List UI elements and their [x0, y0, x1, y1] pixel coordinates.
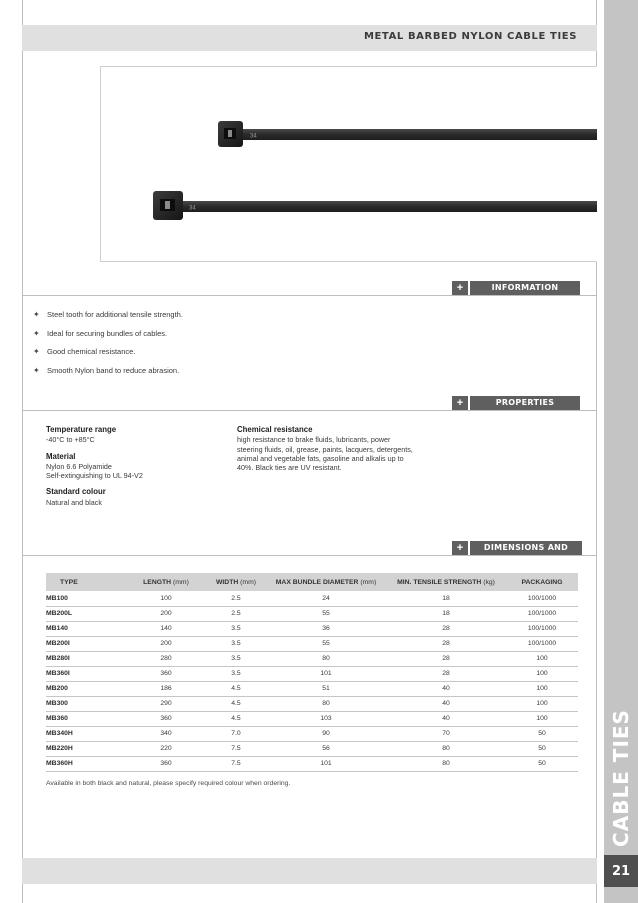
tie-upper-marking: 34	[250, 133, 257, 140]
table-cell: 40	[386, 696, 506, 711]
table-cell: MB200L	[46, 606, 126, 621]
information-rule	[22, 295, 597, 296]
page-number: 21	[604, 855, 638, 887]
table-cell: 340	[126, 726, 206, 741]
table-cell: 18	[386, 591, 506, 606]
properties-left-column	[46, 425, 216, 507]
table-cell: 50	[506, 756, 578, 771]
table-cell: 7.5	[206, 756, 266, 771]
table-cell: 2.5	[206, 606, 266, 621]
table-cell: 4.5	[206, 696, 266, 711]
table-cell: 3.5	[206, 666, 266, 681]
table-row	[46, 591, 578, 606]
table-cell: 200	[126, 606, 206, 621]
table-cell: 140	[126, 621, 206, 636]
chemical-line-4: 40%. Black ties are UV resistant.	[237, 463, 342, 473]
table-cell: MB200I	[46, 636, 126, 651]
bullet-icon: ✦	[33, 328, 40, 338]
chemical-heading: Chemical resistance	[237, 425, 313, 434]
list-item: ✦ Ideal for securing bundles of cables.	[33, 328, 168, 338]
table-cell: 50	[506, 741, 578, 756]
table-cell: 4.5	[206, 681, 266, 696]
table-cell: 4.5	[206, 711, 266, 726]
colour-value: Natural and black	[46, 497, 102, 507]
table-row	[46, 681, 578, 696]
temperature-heading: Temperature range	[46, 425, 117, 434]
table-cell: 55	[266, 636, 386, 651]
col-header-max-bundle-diameter: MAX BUNDLE DIAMETER (mm)	[275, 578, 377, 586]
dimensions-tab[interactable]	[452, 541, 582, 566]
table-body	[46, 591, 578, 771]
table-cell: 70	[386, 726, 506, 741]
footnote: Available in both black and natural, please specify required colour when ordering.	[46, 780, 291, 787]
chemical-line-2: steering fluids, oil, grease, paints, lacquers, detergents,	[237, 444, 413, 454]
table-cell: 80	[266, 696, 386, 711]
material-line-1: Nylon 6.6 Polyamide	[46, 461, 112, 471]
table-cell: 50	[506, 726, 578, 741]
table-cell: 7.0	[206, 726, 266, 741]
page-title: METAL BARBED NYLON CABLE TIES	[363, 31, 577, 42]
properties-tab[interactable]	[452, 396, 580, 410]
col-header-length: LENGTH (mm)	[143, 578, 189, 586]
table-cell: MB140	[46, 621, 126, 636]
table-cell: 101	[266, 756, 386, 771]
table-cell: 280	[126, 651, 206, 666]
properties-rule	[22, 410, 597, 411]
material-line-2: Self-extinguishing to UL 94-V2	[46, 471, 143, 481]
table-cell: 360	[126, 756, 206, 771]
table-cell: 40	[386, 711, 506, 726]
table-cell: MB280I	[46, 651, 126, 666]
table-cell: 80	[266, 651, 386, 666]
table-header-row	[46, 573, 578, 591]
table-cell: 90	[266, 726, 386, 741]
table-cell: 100/1000	[506, 591, 578, 606]
footer-band	[22, 858, 597, 884]
bullet-icon: ✦	[33, 310, 40, 319]
table-cell: 3.5	[206, 621, 266, 636]
table-row	[46, 651, 578, 666]
table-cell: 100	[506, 651, 578, 666]
table-row	[46, 606, 578, 621]
table-cell: 28	[386, 621, 506, 636]
table-cell: 80	[386, 741, 506, 756]
page-frame-left	[22, 0, 23, 903]
information-list	[33, 310, 183, 384]
table-cell: 7.5	[206, 741, 266, 756]
chemical-line-1: high resistance to brake fluids, lubricants, power	[237, 435, 391, 445]
tie-lower-marking: 34	[189, 205, 196, 212]
bullet-icon: ✦	[33, 365, 40, 375]
table-row	[46, 726, 578, 741]
table-cell: 18	[386, 606, 506, 621]
col-header-min-tensile-strength: MIN. TENSILE STRENGTH (kg)	[397, 578, 495, 586]
table-cell: MB360I	[46, 666, 126, 681]
table-cell: 100	[126, 591, 206, 606]
properties-plus-icon[interactable]: +	[452, 396, 468, 410]
side-category-title	[604, 709, 638, 847]
table-row	[46, 756, 578, 771]
table-cell: 100	[506, 711, 578, 726]
table-cell: 80	[386, 756, 506, 771]
information-label: INFORMATION	[470, 281, 580, 295]
properties-label: PROPERTIES	[470, 396, 580, 410]
table-cell: 200	[126, 636, 206, 651]
col-header-packaging: PACKAGING	[521, 578, 563, 586]
table-row	[46, 666, 578, 681]
table-cell: 3.5	[206, 651, 266, 666]
table-cell: 186	[126, 681, 206, 696]
side-category-label: CABLE TIES	[609, 709, 634, 847]
list-item: ✦ Steel tooth for additional tensile strength.	[33, 310, 183, 319]
table-cell: 56	[266, 741, 386, 756]
table-cell: 28	[386, 666, 506, 681]
table-cell: MB200	[46, 681, 126, 696]
table-cell: MB100	[46, 591, 126, 606]
properties-right-column	[237, 425, 447, 472]
cable-tie-upper	[218, 121, 597, 147]
cable-ties-image	[101, 67, 597, 262]
table-cell: 3.5	[206, 636, 266, 651]
temperature-value: -40°C to +85°C	[46, 435, 95, 445]
table-cell: 100/1000	[506, 636, 578, 651]
product-photo	[100, 66, 597, 262]
cable-tie-lower	[153, 191, 597, 220]
table-cell: MB360H	[46, 756, 126, 771]
table-cell: 290	[126, 696, 206, 711]
list-item: ✦ Smooth Nylon band to reduce abrasion.	[33, 365, 180, 375]
col-header-type: TYPE	[60, 578, 78, 586]
table-cell: 36	[266, 621, 386, 636]
table-cell: 40	[386, 681, 506, 696]
table-cell: 100	[506, 696, 578, 711]
table-cell: 55	[266, 606, 386, 621]
table-cell: 220	[126, 741, 206, 756]
information-plus-icon[interactable]: +	[452, 281, 468, 295]
table-cell: 2.5	[206, 591, 266, 606]
bullet-icon: ✦	[33, 347, 40, 356]
table-row	[46, 711, 578, 726]
list-item: ✦ Good chemical resistance.	[33, 347, 136, 356]
col-header-width: WIDTH (mm)	[215, 578, 257, 586]
table-cell: 28	[386, 651, 506, 666]
table-row	[46, 621, 578, 636]
table-cell: 24	[266, 591, 386, 606]
header-band	[22, 25, 597, 51]
table-row	[46, 741, 578, 756]
table-cell: MB300	[46, 696, 126, 711]
table-cell: 100/1000	[506, 606, 578, 621]
table-cell: 100	[506, 681, 578, 696]
dimensions-table	[46, 573, 578, 772]
table-cell: MB220H	[46, 741, 126, 756]
chemical-line-3: animal and vegetable fats, gasoline and alkalis up to	[237, 453, 404, 463]
table-cell: 360	[126, 666, 206, 681]
information-tab[interactable]	[452, 281, 580, 295]
material-heading: Material	[46, 451, 76, 461]
dimensions-label: DIMENSIONS AND PACKAGING	[470, 541, 582, 555]
table-row	[46, 636, 578, 651]
table-cell: 103	[266, 711, 386, 726]
table-cell: 28	[386, 636, 506, 651]
table-cell: 360	[126, 711, 206, 726]
table-row	[46, 696, 578, 711]
table-cell: MB340H	[46, 726, 126, 741]
table-cell: 51	[266, 681, 386, 696]
dimensions-plus-icon[interactable]: +	[452, 541, 468, 555]
table-cell: 100/1000	[506, 621, 578, 636]
table-cell: 101	[266, 666, 386, 681]
table-cell: MB360	[46, 711, 126, 726]
colour-heading: Standard colour	[46, 487, 106, 497]
table-cell: 100	[506, 666, 578, 681]
